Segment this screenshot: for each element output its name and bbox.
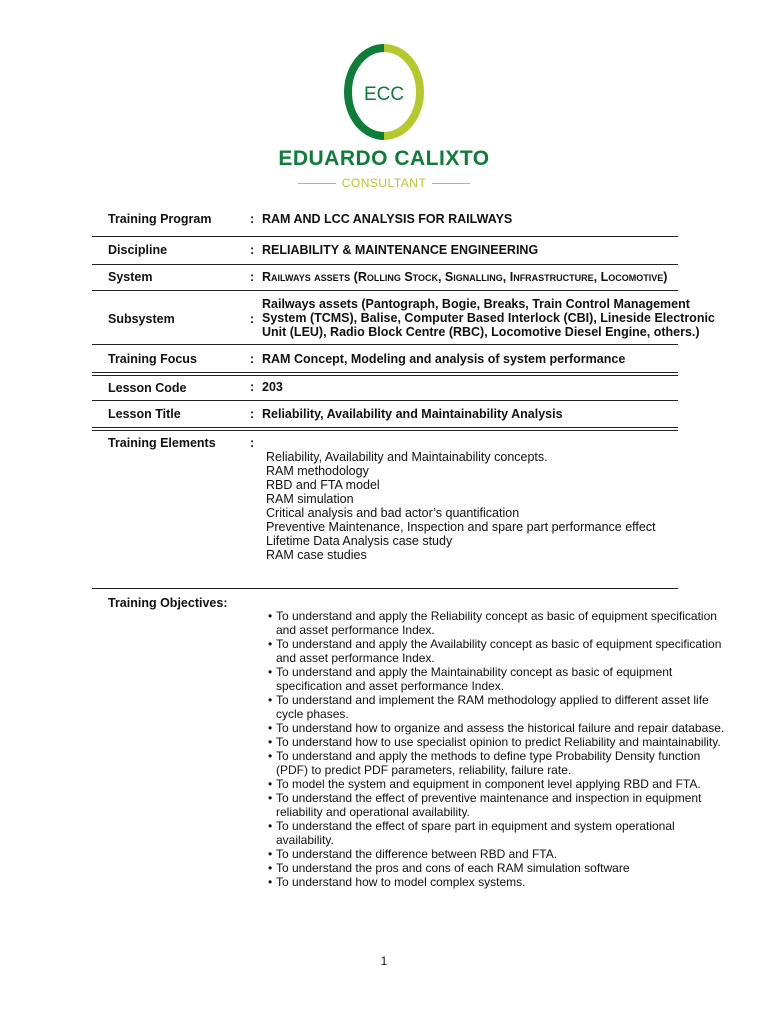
- field-label: Discipline: [108, 243, 168, 257]
- list-item-line: reliability and operational availability.: [276, 805, 470, 819]
- list-item: [268, 665, 764, 693]
- list-item-text: [276, 861, 764, 875]
- list-item-line: To understand the pros and cons of each RAM simulation software: [276, 861, 630, 875]
- bullet-icon: •: [268, 721, 273, 735]
- logo-subtitle-rule-left: [298, 183, 336, 184]
- list-item-text: [276, 735, 764, 749]
- training-elements-label: Training Elements: [108, 436, 216, 450]
- list-item-line: To understand how to use specialist opinion to predict Reliability and maintainability.: [276, 735, 721, 749]
- list-item-text: [276, 693, 764, 721]
- field-value: RAM Concept, Modeling and analysis of system performance: [262, 352, 626, 366]
- logo-initials: ECC: [363, 84, 405, 105]
- training-objectives-list: [268, 609, 764, 889]
- list-item-text: [276, 665, 764, 693]
- field-colon: :: [250, 312, 255, 326]
- list-item: [268, 609, 764, 637]
- field-label: Subsystem: [108, 312, 175, 326]
- list-item-text: [276, 791, 764, 819]
- list-item-text: [276, 609, 764, 637]
- list-item-text: [276, 819, 764, 847]
- divider: [92, 236, 678, 237]
- field-value: RELIABILITY & MAINTENANCE ENGINEERING: [262, 243, 539, 257]
- field-colon: :: [250, 407, 255, 421]
- logo-subtitle-row: [292, 175, 476, 191]
- list-item-text: [276, 749, 764, 777]
- list-item-line: To understand and apply the Availability concept as basic of equipment specification: [276, 637, 722, 651]
- list-item: RBD and FTA model: [266, 478, 380, 492]
- bullet-icon: •: [268, 735, 273, 749]
- list-item: Preventive Maintenance, Inspection and spare part performance effect: [266, 520, 656, 534]
- list-item-line: To understand the effect of preventive maintenance and inspection in equipment: [276, 791, 702, 805]
- list-item-line: (PDF) to predict PDF parameters, reliability, failure rate.: [276, 763, 572, 777]
- list-item: Critical analysis and bad actor’s quantification: [266, 506, 520, 520]
- bullet-icon: •: [268, 819, 273, 833]
- list-item: [268, 735, 764, 749]
- list-item: [268, 847, 764, 861]
- list-item: RAM simulation: [266, 492, 354, 506]
- divider: [92, 588, 678, 589]
- field-value: Railways assets (Rolling Stock, Signalling, Infrastructure, Locomotive): [262, 270, 668, 284]
- logo-circle-icon: [344, 44, 424, 140]
- training-objectives-label: Training Objectives:: [108, 596, 228, 610]
- logo-subtitle-rule-right: [432, 183, 470, 184]
- list-item-line: To understand and implement the RAM methodology applied to different asset life: [276, 693, 709, 707]
- list-item: [268, 637, 764, 665]
- list-item: RAM methodology: [266, 464, 369, 478]
- list-item-line: To understand and apply the Reliability concept as basic of equipment specification: [276, 609, 717, 623]
- divider: [92, 430, 678, 431]
- list-item: RAM case studies: [266, 548, 367, 562]
- logo-subtitle: CONSULTANT: [341, 176, 427, 190]
- list-item: [268, 861, 764, 875]
- field-label: Lesson Title: [108, 407, 181, 421]
- divider: [92, 290, 678, 291]
- field-colon: :: [250, 270, 255, 284]
- field-label: Training Focus: [108, 352, 197, 366]
- list-item-text: [276, 721, 764, 735]
- bullet-icon: •: [268, 861, 273, 875]
- list-item-line: To understand how to organize and assess the historical failure and repair database.: [276, 721, 725, 735]
- bullet-icon: •: [268, 847, 273, 861]
- list-item-text: [276, 777, 764, 791]
- bullet-icon: •: [268, 693, 273, 707]
- list-item-line: To understand the difference between RBD and FTA.: [276, 847, 558, 861]
- list-item-line: To understand and apply the Maintainability concept as basic of equipment: [276, 665, 673, 679]
- bullet-icon: •: [268, 791, 273, 805]
- divider: [92, 400, 678, 401]
- list-item: [268, 721, 764, 735]
- field-value-line: Unit (LEU), Radio Block Centre (RBC), Locomotive Diesel Engine, others.): [262, 325, 700, 339]
- field-colon: :: [250, 212, 255, 226]
- list-item: [268, 819, 764, 847]
- logo-name: EDUARDO CALIXTO: [278, 147, 490, 170]
- list-item-line: cycle phases.: [276, 707, 349, 721]
- list-item: [268, 777, 764, 791]
- list-item-line: availability.: [276, 833, 334, 847]
- bullet-icon: •: [268, 875, 273, 889]
- list-item-text: [276, 875, 764, 889]
- field-label: Lesson Code: [108, 381, 187, 395]
- divider: [92, 427, 678, 428]
- list-item-line: specification and asset performance Index.: [276, 679, 505, 693]
- training-elements-list: [266, 450, 656, 562]
- field-label: Training Program: [108, 212, 212, 226]
- list-item-line: and asset performance Index.: [276, 623, 435, 637]
- list-item: Lifetime Data Analysis case study: [266, 534, 453, 548]
- list-item: Reliability, Availability and Maintainability concepts.: [266, 450, 548, 464]
- list-item-line: To model the system and equipment in component level applying RBD and FTA.: [276, 777, 701, 791]
- field-colon: :: [250, 352, 255, 366]
- list-item: [268, 875, 764, 889]
- field-colon: :: [250, 380, 255, 394]
- field-value-line: System (TCMS), Balise, Computer Based Interlock (CBI), Lineside Electronic: [262, 311, 715, 325]
- company-logo: [0, 0, 768, 200]
- list-item-text: [276, 637, 764, 665]
- bullet-icon: •: [268, 609, 273, 623]
- list-item: [268, 693, 764, 721]
- list-item-line: and asset performance Index.: [276, 651, 435, 665]
- bullet-icon: •: [268, 637, 273, 651]
- page-number: 1: [380, 954, 388, 968]
- divider: [92, 375, 678, 376]
- divider: [92, 372, 678, 373]
- divider: [92, 264, 678, 265]
- field-value: [262, 297, 715, 339]
- field-colon: :: [250, 436, 255, 450]
- list-item: [268, 791, 764, 819]
- list-item-text: [276, 847, 764, 861]
- field-value: RAM AND LCC ANALYSIS FOR RAILWAYS: [262, 212, 513, 226]
- field-value: 203: [262, 380, 283, 394]
- bullet-icon: •: [268, 749, 273, 763]
- list-item: [268, 749, 764, 777]
- field-colon: :: [250, 243, 255, 257]
- field-label: System: [108, 270, 153, 284]
- bullet-icon: •: [268, 665, 273, 679]
- list-item-line: To understand how to model complex systems.: [276, 875, 526, 889]
- divider: [92, 344, 678, 345]
- field-value: Reliability, Availability and Maintainability Analysis: [262, 407, 563, 421]
- list-item-line: To understand the effect of spare part in equipment and system operational: [276, 819, 675, 833]
- list-item-line: To understand and apply the methods to define type Probability Density function: [276, 749, 701, 763]
- bullet-icon: •: [268, 777, 273, 791]
- field-value-line: Railways assets (Pantograph, Bogie, Breaks, Train Control Management: [262, 297, 690, 311]
